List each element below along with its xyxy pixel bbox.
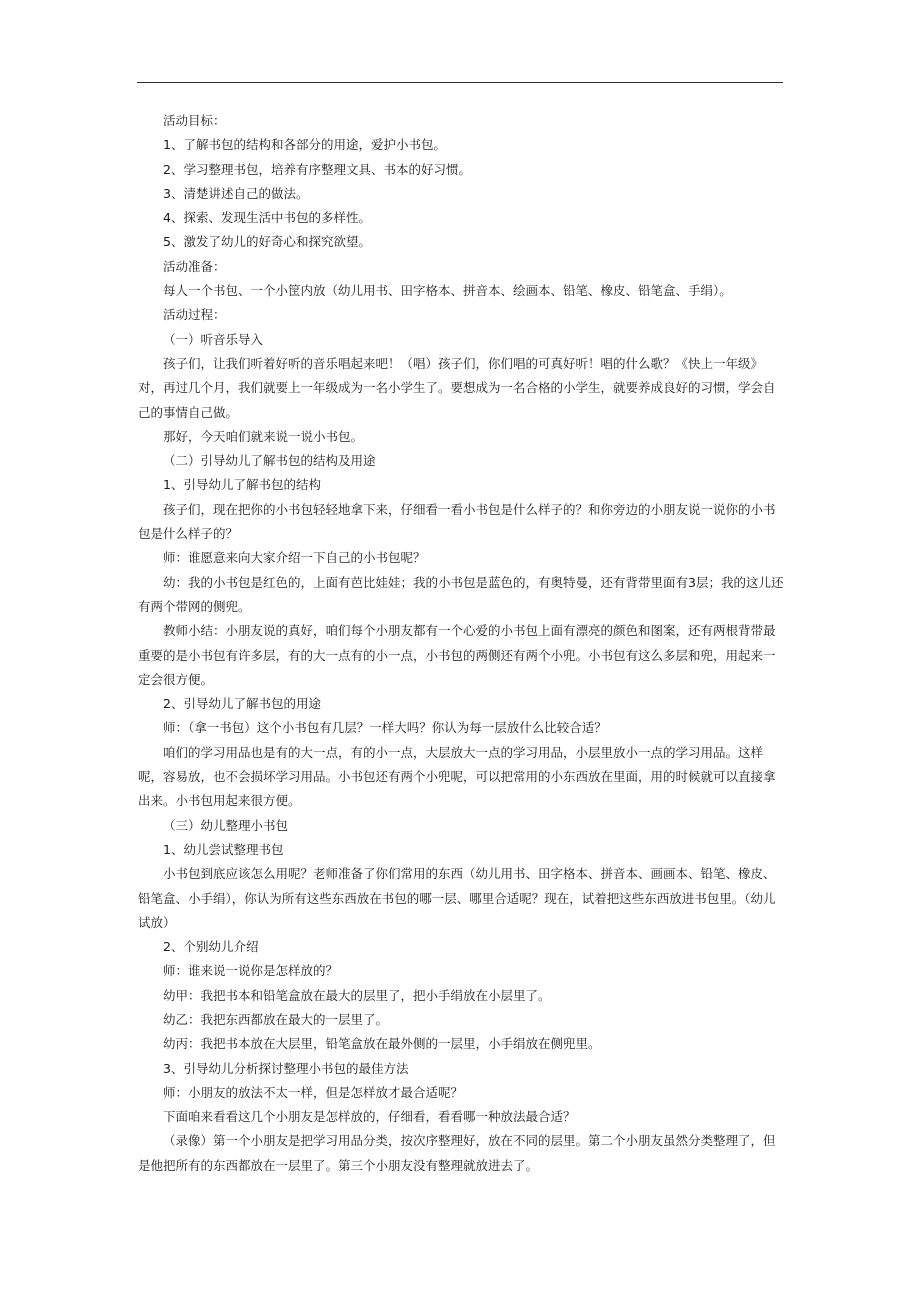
paragraph-goal-5: 5、激发了幼儿的好奇心和探究欲望。: [163, 234, 371, 250]
paragraph-subsection-3-2: 2、个别幼儿介绍: [163, 939, 259, 955]
document-body: [138, 109, 784, 1178]
paragraph-teacher-best: 师：小朋友的放法不太一样，但是怎样放才最合适呢？: [163, 1084, 464, 1100]
paragraph-child-answer: 幼：我的小书包是红色的，上面有芭比娃娃；我的小书包是蓝色的，有奥特曼，还有背带里面有3层；我的这儿还有两个带网的侧兜。: [138, 574, 784, 614]
paragraph-subsection-2-1: 1、引导幼儿了解书包的结构: [163, 477, 321, 493]
paragraph-child-a: 幼甲：我把书本和铅笔盒放在最大的层里了，把小手绢放在小层里了。: [163, 987, 551, 1003]
header-rule: [137, 82, 783, 83]
paragraph-preparation: 每人一个书包、一个小筐内放（幼儿用书、田字格本、拼音本、绘画本、铅笔、橡皮、铅笔盒、手绢）。: [163, 283, 732, 299]
paragraph-goal-3: 3、清楚讲述自己的做法。: [163, 185, 309, 201]
paragraph-video-description: （录像）第一个小朋友是把学习用品分类，按次序整理好，放在不同的层里。第二个小朋友虽然分类整理了，但是他把所有的东西都放在一层里了。第三个小朋友没有整理就放进去了。: [138, 1133, 776, 1173]
paragraph-usage-explanation: 咱们的学习用品也是有的大一点，有的小一点，大层放大一点的学习用品，小层里放小一点的学习用品。这样呢，容易放，也不会损坏学习用品。小书包还有两个小兜呢，可以把常用的小东西放在里面，用的时候就可以直接拿出来。小书包用起来很方便。: [138, 744, 776, 809]
paragraph-subsection-2-2: 2、引导幼儿了解书包的用途: [163, 696, 321, 712]
paragraph-intro: 孩子们，让我们听着好听的音乐唱起来吧！（唱）孩子们，你们唱的可真好听！唱的什么歌？《快上一年级》对，再过几个月，我们就要上一年级成为一名小学生了。要想成为一名合格的小学生，就要养成良好的习惯，学会自己的事情自己做。: [138, 355, 776, 420]
paragraph-teacher-layers: 师：（拿一书包）这个小书包有几层？一样大吗？你认为每一层放什么比较合适？: [163, 720, 607, 736]
paragraph-try-packing: 小书包到底应该怎么用呢？老师准备了你们常用的东西（幼儿用书、田字格本、拼音本、画画本、铅笔、橡皮、铅笔盒、小手绢），你认为所有这些东西放在书包的哪一层、哪里合适呢？现在，试着把这些东西放进书包里。（幼儿试放）: [138, 866, 776, 930]
paragraph-section-2: （二）引导幼儿了解书包的结构及用途: [163, 453, 376, 469]
paragraph-teacher-summary: 教师小结：小朋友说的真好，咱们每个小朋友都有一个心爱的小书包上面有漂亮的颜色和图案，还有两根背带最重要的是小书包有许多层，有的大一点有的小一点，小书包的两侧还有两个小兜。小书包有这么多层和兜，用起来一定会很方便。: [138, 623, 776, 687]
paragraph-transition: 那好，今天咱们就来说一说小书包。: [163, 428, 364, 444]
paragraph-section-3: （三）幼儿整理小书包: [163, 817, 289, 833]
paragraph-heading-process: 活动过程：: [163, 307, 226, 323]
paragraph-child-c: 幼丙：我把书本放在大层里，铅笔盒放在最外侧的一层里，小手绢放在侧兜里。: [163, 1036, 601, 1052]
paragraph-watch-prompt: 下面咱来看看这几个小朋友是怎样放的，仔细看，看看哪一种放法最合适？: [163, 1109, 576, 1125]
paragraph-goal-2: 2、学习整理书包，培养有序整理文具、书本的好习惯。: [163, 161, 471, 177]
paragraph-subsection-3-1: 1、幼儿尝试整理书包: [163, 841, 284, 857]
paragraph-goal-1: 1、了解书包的结构和各部分的用途，爱护小书包。: [163, 137, 446, 153]
paragraph-teacher-ask: 师：谁来说一说你是怎样放的？: [163, 963, 339, 979]
paragraph-child-b: 幼乙：我把东西都放在最大的一层里了。: [163, 1011, 389, 1027]
paragraph-heading-goals: 活动目标：: [163, 113, 226, 128]
paragraph-section-1: （一）听音乐导入: [163, 331, 264, 347]
paragraph-subsection-3-3: 3、引导幼儿分析探讨整理小书包的最佳方法: [163, 1060, 409, 1076]
paragraph-goal-4: 4、探索、发现生活中书包的多样性。: [163, 210, 371, 226]
paragraph-teacher-question: 师：谁愿意来向大家介绍一下自己的小书包呢？: [163, 550, 426, 566]
paragraph-heading-preparation: 活动准备：: [163, 258, 226, 274]
paragraph-structure-prompt: 孩子们，现在把你的小书包轻轻地拿下来，仔细看一看小书包是什么样子的？和你旁边的小朋友说一说你的小书包是什么样子的？: [138, 501, 776, 542]
